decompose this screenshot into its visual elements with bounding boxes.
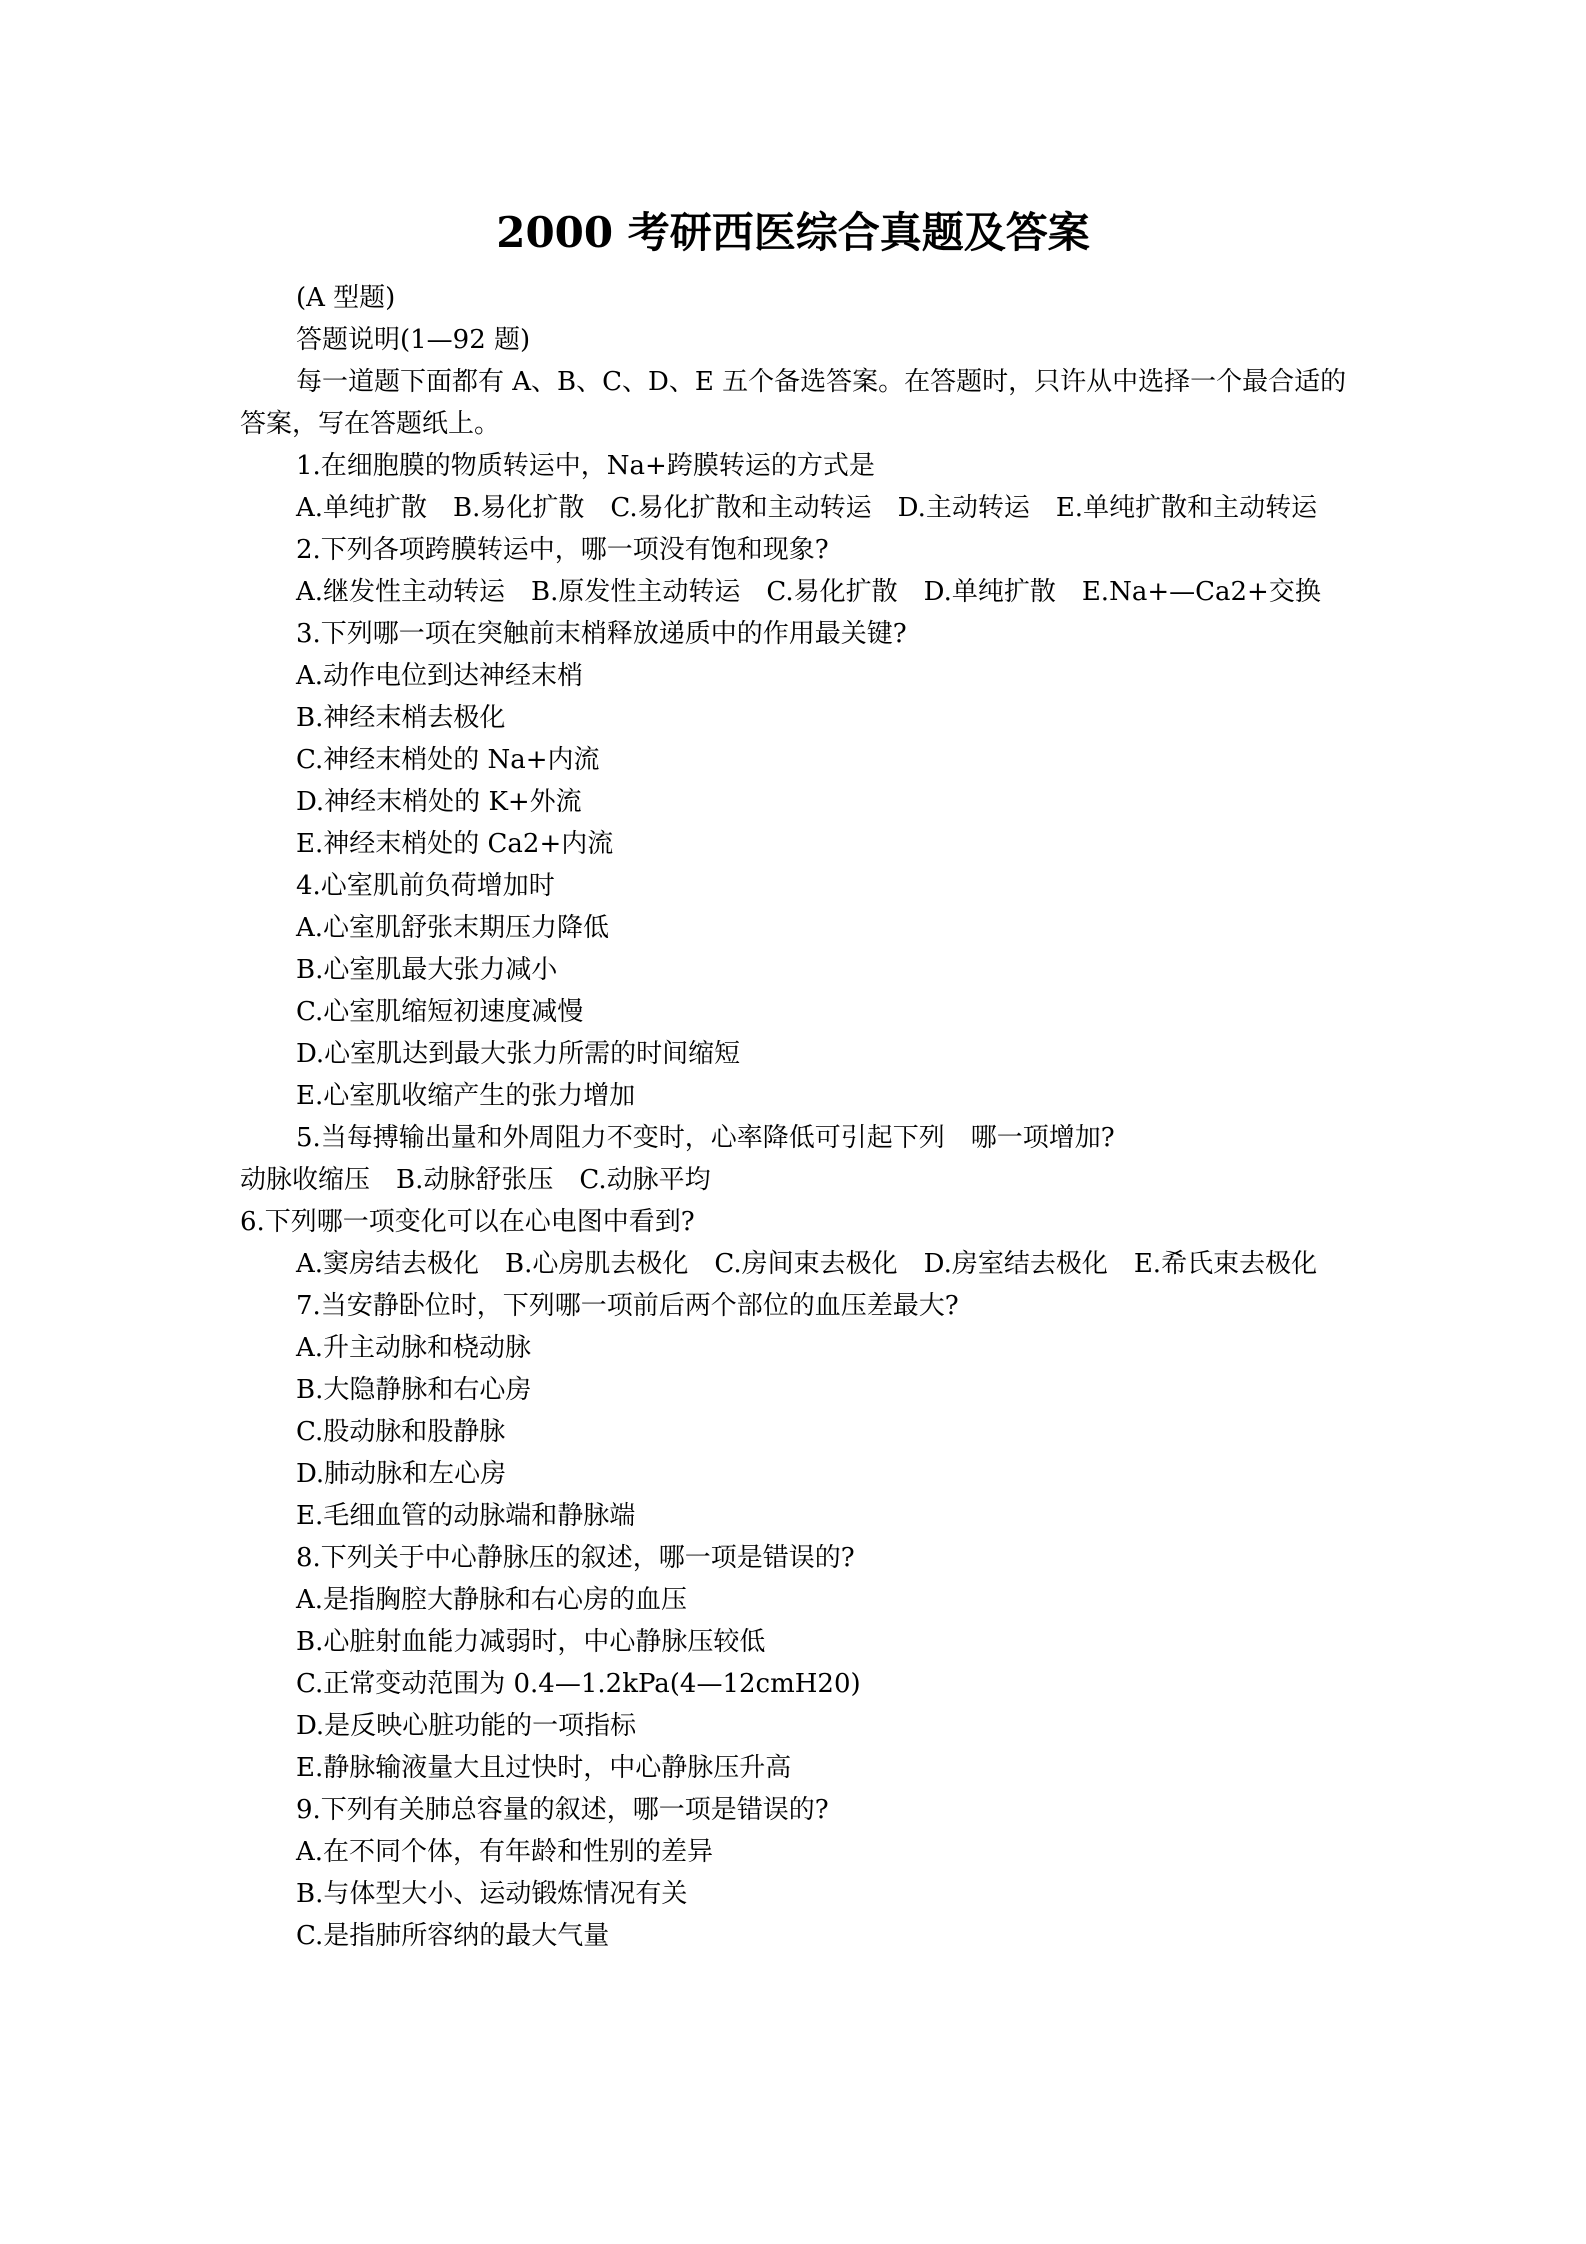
text-line: B.与体型大小、运动锻炼情况有关 (296, 1879, 688, 1909)
text-line: B.心室肌最大张力减小 (296, 955, 558, 985)
text-line: C.是指肺所容纳的最大气量 (296, 1921, 610, 1951)
text-line: B.大隐静脉和右心房 (296, 1375, 532, 1405)
text-line: A.是指胸腔大静脉和右心房的血压 (296, 1585, 688, 1615)
text-line: 动脉收缩压 B.动脉舒张压 C.动脉平均 (240, 1165, 711, 1195)
text-line: E.毛细血管的动脉端和静脉端 (296, 1501, 636, 1531)
text-line: 1.在细胞膜的物质转运中，Na+跨膜转运的方式是 (296, 451, 875, 481)
text-line: 6.下列哪一项变化可以在心电图中看到? (240, 1207, 695, 1237)
text-line: A.升主动脉和桡动脉 (296, 1333, 532, 1363)
text-line: D.是反映心脏功能的一项指标 (296, 1711, 637, 1741)
text-line: E.神经末梢处的 Ca2+内流 (296, 829, 614, 859)
text-line: 9.下列有关肺总容量的叙述，哪一项是错误的? (296, 1795, 829, 1825)
text-line: A.在不同个体，有年龄和性别的差异 (296, 1837, 714, 1867)
text-line: E.心室肌收缩产生的张力增加 (296, 1081, 636, 1111)
text-line: 答题说明(1—92 题) (296, 325, 531, 355)
text-line: D.心室肌达到最大张力所需的时间缩短 (296, 1039, 741, 1069)
text-line: C.神经末梢处的 Na+内流 (296, 745, 600, 775)
text-line: B.神经末梢去极化 (296, 703, 506, 733)
text-line: 4.心室肌前负荷增加时 (296, 871, 555, 901)
text-line: D.肺动脉和左心房 (296, 1459, 507, 1489)
document-body (240, 277, 1360, 1957)
text-line: C.股动脉和股静脉 (296, 1417, 506, 1447)
text-line: A.继发性主动转运 B.原发性主动转运 C.易化扩散 D.单纯扩散 E.Na+—Ca2+交换 (296, 577, 1321, 607)
text-line: A.窦房结去极化 B.心房肌去极化 C.房间束去极化 D.房室结去极化 E.希氏束去极化 (296, 1249, 1318, 1279)
text-line: E.静脉输液量大且过快时，中心静脉压升高 (296, 1753, 792, 1783)
text-line: D.神经末梢处的 K+外流 (296, 787, 582, 817)
text-line: 2.下列各项跨膜转运中，哪一项没有饱和现象? (296, 535, 829, 565)
text-line: C.正常变动范围为 0.4—1.2kPa(4—12cmH20) (296, 1669, 861, 1699)
page-title: 2000 考研西医综合真题及答案 (496, 208, 1090, 257)
text-line: A.单纯扩散 B.易化扩散 C.易化扩散和主动转运 D.主动转运 E.单纯扩散和主动转运 (296, 493, 1318, 523)
text-line: A.动作电位到达神经末梢 (296, 661, 584, 691)
text-line: 3.下列哪一项在突触前末梢释放递质中的作用最关键? (296, 619, 907, 649)
text-line: 每一道题下面都有 A、B、C、D、E 五个备选答案。在答题时，只许从中选择一个最合适的答案，写在答题纸上。 (240, 367, 1347, 439)
text-line: 5.当每搏输出量和外周阻力不变时，心率降低可引起下列 哪一项增加? (296, 1123, 1115, 1153)
text-line: (A 型题) (296, 283, 396, 313)
text-line: 8.下列关于中心静脉压的叙述，哪一项是错误的? (296, 1543, 855, 1573)
text-line: A.心室肌舒张末期压力降低 (296, 913, 610, 943)
text-line: B.心脏射血能力减弱时，中心静脉压较低 (296, 1627, 766, 1657)
text-line: 7.当安静卧位时，下列哪一项前后两个部位的血压差最大? (296, 1291, 959, 1321)
text-line: C.心室肌缩短初速度减慢 (296, 997, 584, 1027)
